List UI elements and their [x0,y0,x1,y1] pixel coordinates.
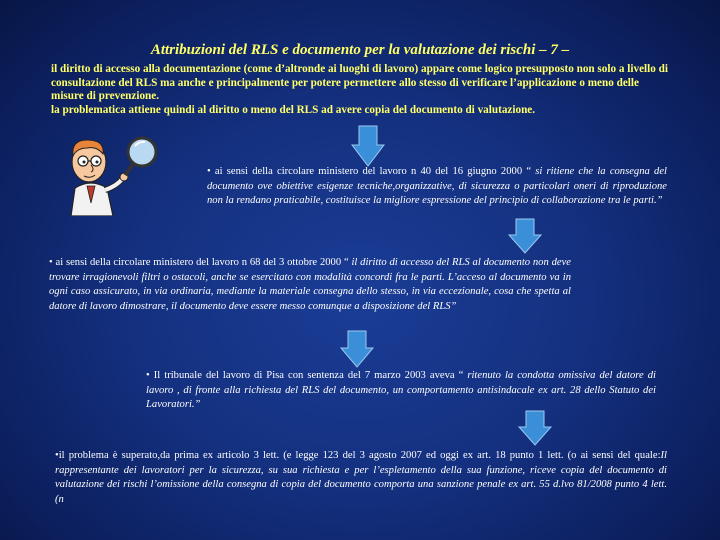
block-lead: • ai sensi della circolare ministero del lavoro n 40 del 16 giugno 2000 “ [207,166,532,177]
tribunale-pisa-block [146,369,656,413]
circolare-68-block [49,256,571,314]
block-lead: • ai sensi della circolare ministero del lavoro n 68 del 3 ottobre 2000 “ [49,257,349,268]
block-quote: il diritto di accesso del RLS al documento non deve trovare irragionevoli filtri o ostacoli, anche se esercitato con modalità concordi fra le parti. L’acceso al documento va in ogni caso assicurato, in via ordinaria, mediante la materiale consegna dello stesso, in via eccezionale, cosa che spetta al datore di lavoro dimostrare, il documento deve essere messo comunque a disposizione del RLS” [49,257,571,312]
intro-text [51,63,673,117]
slide-title: Attribuzioni del RLS e documento per la valutazione dei rischi – 7 – [150,42,570,58]
block-lead: • Il tribunale del lavoro di Pisa con sentenza del 7 marzo 2003 aveva “ [146,370,464,381]
block-quote: si ritiene che la consegna del documento ove obiettive esigenze tecniche,organizzative, di sicurezza o particolari oneri di riproduzione non la rendano praticabile, costituisce la migliore espressione del principio di collaborazione tra le parti.” [207,166,667,207]
detective-magnifier-icon [51,128,161,216]
block-lead: •il problema è superato,da prima ex articolo 3 lett. (e legge 123 del 3 agosto 2007 ed oggi ex art. 18 punto 1 lett. (o ai sensi del quale: [55,450,661,461]
down-arrow-icon [508,218,542,254]
intro-paragraph-1: il diritto di accesso alla documentazione (come d’altronde ai luoghi di lavoro) appare come logico presupposto non solo a livello di consultazione del RLS ma anche e principalmente per potere permettere allo stesso di verificare l’applicazione o meno delle misure di prevenzione. [51,63,668,103]
down-arrow-icon [351,125,385,167]
down-arrow-icon [518,410,552,446]
down-arrow-icon [340,330,374,368]
circolare-40-block [207,165,667,209]
articolo-18-block [55,449,667,507]
block-quote: ritenuto la condotta omissiva del datore di lavoro , di fronte alla richiesta del RLS del documento, un comportamento antisindacale ex art. 28 dello Statuto dei Lavoratori.” [146,370,656,411]
intro-paragraph-2: la problematica attiene quindi al diritto o meno del RLS ad avere copia del documento di valutazione. [51,103,536,116]
block-quote: Il rappresentante dei lavoratori per la sicurezza, su sua richiesta e per l’espletamento della sua funzione, riceve copia del documento di valutazione dei rischi l’omissione della consegna di copia del documento comporta una sanzione penale ex art. 55 d.lvo 81/2008 punto 4 lett. (n [55,450,667,505]
